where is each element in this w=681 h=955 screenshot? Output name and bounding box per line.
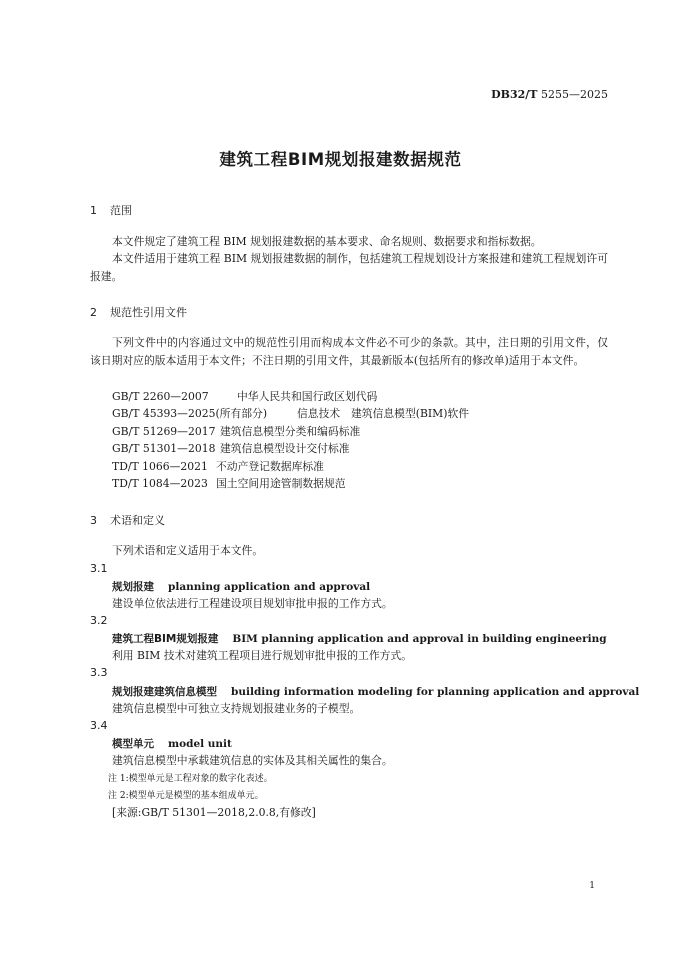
page-number: 1	[589, 881, 595, 891]
reference-title: 国土空间用途管制数据规范	[216, 477, 346, 490]
reference-code: TD/T 1084—2023	[112, 477, 208, 490]
reference-item	[112, 441, 350, 456]
section-3-heading	[90, 512, 165, 528]
reference-code: TD/T 1066—2021	[112, 460, 208, 473]
standard-number	[491, 88, 608, 101]
term-english: planning application and approval	[168, 581, 371, 593]
term-heading	[112, 579, 370, 594]
term-chinese: 规划报建建筑信息模型	[112, 686, 217, 698]
term-definition: 建筑信息模型中承载建筑信息的实体及其相关属性的集合。	[112, 754, 393, 767]
section-2-heading	[90, 304, 187, 320]
reference-title: 中华人民共和国行政区划代码	[237, 390, 378, 403]
section-3-intro: 下列术语和定义适用于本文件。	[112, 544, 264, 557]
reference-code: GB/T 2260—2007	[112, 390, 209, 403]
section-number: 1	[90, 204, 97, 217]
note-1: 注 1:模型单元是工程对象的数字化表述。	[108, 774, 273, 784]
section-number: 2	[90, 306, 97, 319]
reference-item	[112, 424, 360, 439]
reference-title: 建筑信息模型设计交付标准	[220, 442, 350, 455]
reference-code: GB/T 45393—2025(所有部分)	[112, 407, 268, 420]
term-chinese: 规划报建	[112, 581, 154, 593]
term-definition: 建设单位依法进行工程建设项目规划审批申报的工作方式。	[112, 597, 393, 610]
note-2: 注 2:模型单元是模型的基本组成单元。	[108, 791, 264, 801]
reference-item	[112, 459, 324, 474]
clause-number: 3.3	[90, 666, 108, 679]
term-english: BIM planning application and approval in building engineering	[232, 633, 607, 645]
reference-item	[112, 406, 469, 421]
standard-prefix: DB32/T	[491, 88, 538, 101]
standard-code: 5255—2025	[541, 88, 608, 101]
term-heading	[112, 736, 232, 751]
section-title: 范围	[110, 204, 132, 217]
section-title: 规范性引用文件	[110, 306, 187, 319]
reference-title: 不动产登记数据库标准	[216, 460, 324, 473]
reference-code: GB/T 51301—2018	[112, 442, 216, 455]
reference-item	[112, 389, 377, 404]
clause-number: 3.2	[90, 614, 108, 627]
term-definition: 建筑信息模型中可独立支持规划报建业务的子模型。	[112, 702, 361, 715]
section-1-para-1: 本文件规定了建筑工程 BIM 规划报建数据的基本要求、命名规则、数据要求和指标数据。	[112, 235, 542, 248]
section-1-para-2: 本文件适用于建筑工程 BIM 规划报建数据的制作，包括建筑工程规划设计方案报建和建筑工程规划许可报建。	[90, 252, 608, 283]
reference-title: 建筑信息模型分类和编码标准	[220, 425, 361, 438]
section-number: 3	[90, 514, 97, 527]
reference-item	[112, 476, 346, 491]
term-chinese: 模型单元	[112, 738, 154, 750]
source-citation: [来源:GB/T 51301—2018,2.0.8,有修改]	[112, 806, 316, 819]
section-title: 术语和定义	[110, 514, 165, 527]
term-heading	[112, 684, 639, 699]
section-1-heading	[90, 202, 132, 218]
term-english: building information modeling for planning application and approval	[231, 686, 640, 698]
reference-code: GB/T 51269—2017	[112, 425, 216, 438]
term-definition: 利用 BIM 技术对建筑工程项目进行规划审批申报的工作方式。	[112, 649, 413, 662]
section-2-intro: 下列文件中的内容通过文中的规范性引用而构成本文件必不可少的条款。其中，注日期的引用文件，仅该日期对应的版本适用于本文件；不注日期的引用文件，其最新版本(包括所有的修改单)适用于本文件。	[90, 336, 608, 367]
reference-title: 信息技术 建筑信息模型(BIM)软件	[297, 407, 470, 420]
term-chinese: 建筑工程BIM规划报建	[112, 633, 219, 645]
term-english: model unit	[168, 738, 232, 750]
clause-number: 3.4	[90, 719, 108, 732]
document-title: 建筑工程BIM规划报建数据规范	[219, 150, 462, 169]
clause-number: 3.1	[90, 562, 108, 575]
term-heading	[112, 631, 607, 646]
